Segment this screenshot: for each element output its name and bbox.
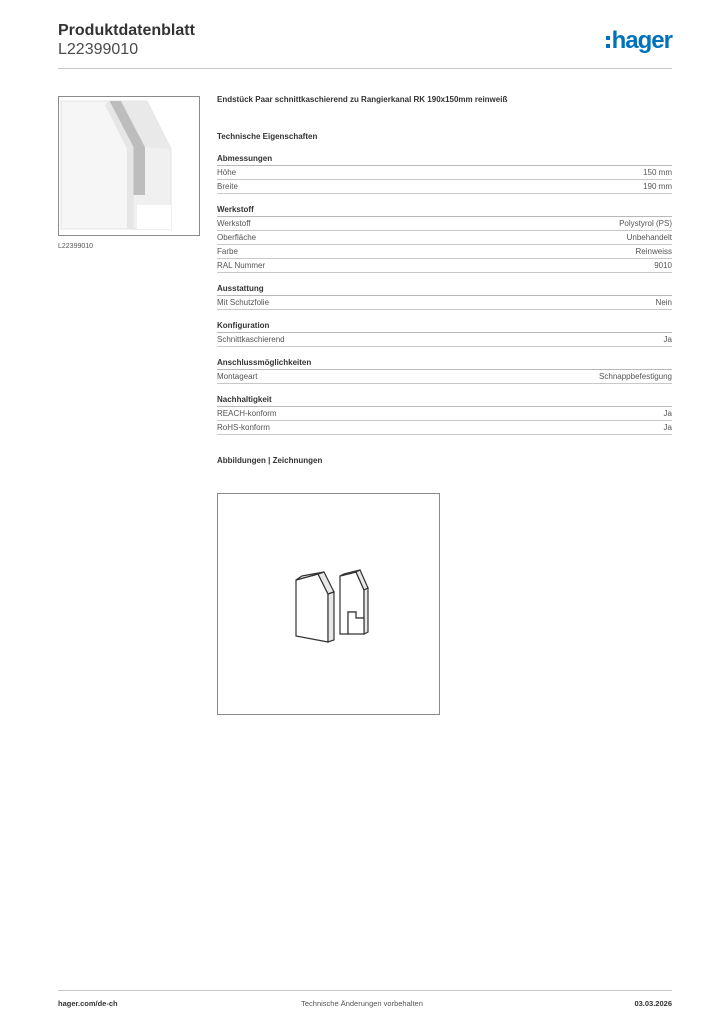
spec-value: Polystyrol (PS) [619,219,672,228]
spec-row [217,421,672,435]
spec-value: Ja [663,409,672,418]
spec-label: Farbe [217,247,238,256]
spec-row [217,259,672,273]
group-equipment [217,283,672,310]
spec-row [217,407,672,421]
end-piece-photo-icon [59,97,199,235]
spec-value: Ja [663,335,672,344]
end-piece-drawing-icon [218,494,439,714]
spec-value: Schnappbefestigung [599,372,672,381]
document-title: Produktdatenblatt [58,22,195,39]
images-heading: Abbildungen | Zeichnungen [217,456,323,465]
group-dimensions [217,153,672,194]
footer-website: hager.com/de-ch [58,999,118,1008]
product-drawing [217,493,440,715]
spec-row [217,245,672,259]
spec-value: Unbehandelt [626,233,672,242]
spec-value: 190 mm [643,182,672,191]
footer-disclaimer: Technische Änderungen vorbehalten [301,999,423,1008]
hager-logo [606,26,672,56]
group-title: Ausstattung [217,283,672,296]
spec-row [217,180,672,194]
product-name: Endstück Paar schnittkaschierend zu Rangierkanal RK 190x150mm reinweiß [217,95,508,104]
header-divider [58,68,672,69]
footer-divider [58,990,672,991]
spec-row [217,333,672,347]
product-photo-caption: L22399010 [58,243,94,250]
group-connection [217,357,672,384]
group-title: Konfiguration [217,320,672,333]
spec-row [217,231,672,245]
spec-row [217,370,672,384]
spec-label: REACH-konform [217,409,277,418]
spec-label: Oberfläche [217,233,257,242]
spec-row [217,296,672,310]
spec-label: Mit Schutzfolie [217,298,270,307]
logo-text: hager [611,27,672,54]
group-title: Anschlussmöglichkeiten [217,357,672,370]
spec-value: 9010 [654,261,672,270]
page-header [58,20,672,70]
technical-properties-heading: Technische Eigenschaften [217,132,318,141]
footer-date: 03.03.2026 [634,999,672,1008]
spec-label: Montageart [217,372,258,381]
group-title: Abmessungen [217,153,672,166]
spec-row [217,166,672,180]
spec-label: RoHS-konform [217,423,270,432]
spec-value: Ja [663,423,672,432]
specification-section [217,93,672,467]
spec-label: Höhe [217,168,237,177]
spec-row [217,217,672,231]
group-title: Werkstoff [217,204,672,217]
article-number: L22399010 [58,41,139,58]
spec-value: 150 mm [643,168,672,177]
group-configuration [217,320,672,347]
logo-dots-icon [606,36,610,48]
group-title: Nachhaltigkeit [217,394,672,407]
spec-label: RAL Nummer [217,261,266,270]
product-photo [58,96,200,236]
spec-label: Werkstoff [217,219,251,228]
spec-label: Breite [217,182,238,191]
spec-value: Nein [655,298,672,307]
group-material [217,204,672,273]
spec-label: Schnittkaschierend [217,335,285,344]
group-sustainability [217,394,672,435]
spec-value: Reinweiss [635,247,672,256]
